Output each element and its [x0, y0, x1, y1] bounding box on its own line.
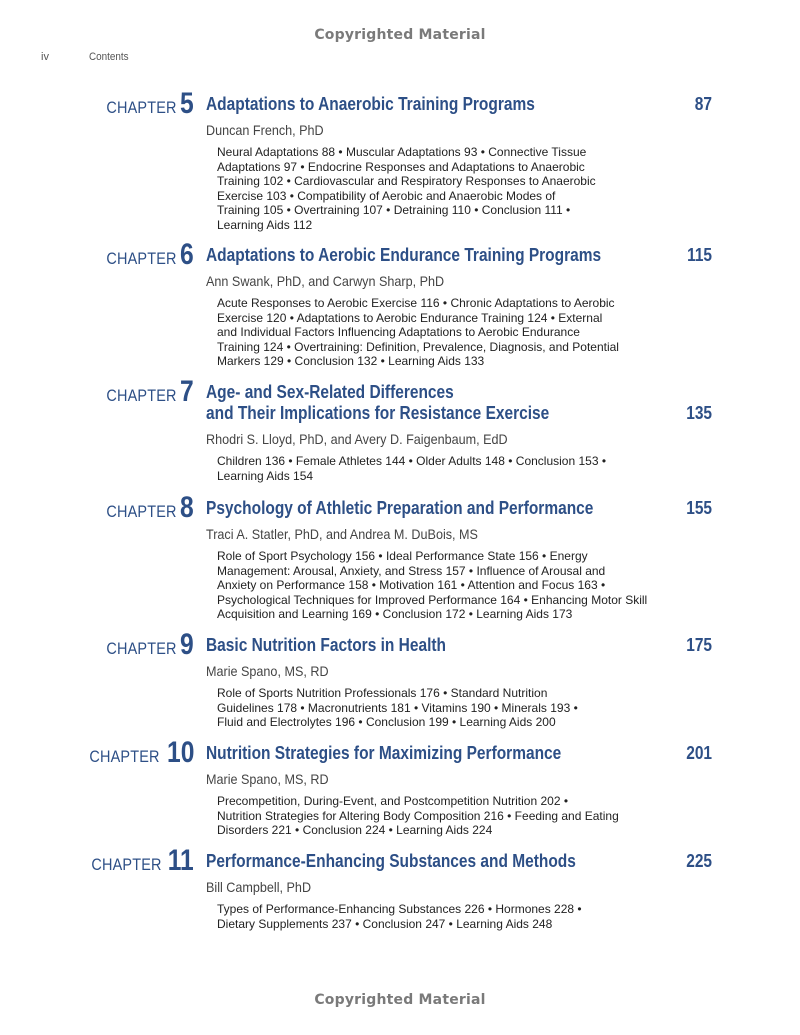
chapter-title [206, 743, 610, 764]
chapter-title-line: Adaptations to Aerobic Endurance Training Programs [206, 245, 602, 265]
chapter-topics [217, 794, 677, 838]
watermark-top: Copyrighted Material [314, 27, 486, 43]
chapter-topic-line: Role of Sport Psychology 156 • Ideal Performance State 156 • Energy [217, 549, 588, 563]
chapter-page-number: 135 [686, 403, 712, 423]
chapter-label [94, 375, 194, 408]
chapter-word: CHAPTER [106, 249, 177, 268]
chapter-title-line: Basic Nutrition Factors in Health [206, 635, 446, 655]
chapter-author: Marie Spano, MS, RD [206, 663, 329, 679]
chapter-word: CHAPTER [106, 98, 177, 117]
chapter-page-number: 155 [686, 498, 712, 518]
chapter-title [206, 498, 610, 519]
chapter-title-line: Nutrition Strategies for Maximizing Performance [206, 743, 562, 763]
watermark-bottom: Copyrighted Material [314, 992, 486, 1008]
chapter-label [94, 238, 194, 271]
chapter-word: CHAPTER [91, 855, 162, 874]
chapter-title [206, 245, 610, 266]
chapter-title-line: and Their Implications for Resistance Exercise [206, 403, 550, 423]
chapter-topic-line: Adaptations 97 • Endocrine Responses and Adaptations to Anaerobic [217, 159, 585, 174]
running-head-section: Contents [89, 51, 129, 63]
chapter-label [79, 844, 194, 877]
chapter-label [94, 628, 194, 661]
chapter-author: Marie Spano, MS, RD [206, 771, 329, 787]
chapter-label [94, 87, 194, 120]
chapter-page-number: 175 [686, 635, 712, 655]
chapter-topic-line: Markers 129 • Conclusion 132 • Learning Aids 133 [217, 354, 485, 369]
chapter-title [206, 382, 610, 424]
chapter-topic-line: Types of Performance-Enhancing Substances 226 • Hormones 228 • [217, 902, 582, 916]
chapter-topic-line: Disorders 221 • Conclusion 224 • Learning Aids 224 [217, 823, 493, 838]
chapter-topics [217, 686, 677, 730]
chapter-topic-line: Training 102 • Cardiovascular and Respiratory Responses to Anaerobic [217, 174, 596, 189]
chapter-label [77, 736, 194, 769]
chapter-author: Rhodri S. Lloyd, PhD, and Avery D. Faigenbaum, EdD [206, 431, 508, 447]
chapter-title-line: Performance-Enhancing Substances and Methods [206, 851, 576, 871]
chapter-word: CHAPTER [106, 386, 177, 405]
chapter-topic-line: Learning Aids 154 [217, 468, 314, 483]
chapter-number: 10 [166, 736, 194, 769]
chapter-topic-line: Management: Arousal, Anxiety, and Stress 157 • Influence of Arousal and [217, 563, 606, 578]
chapter-page-number: 201 [686, 743, 712, 763]
chapter-topics [217, 145, 677, 233]
chapter-topic-line: Children 136 • Female Athletes 144 • Older Adults 148 • Conclusion 153 • [217, 454, 607, 468]
chapter-title [206, 851, 610, 872]
chapter-word: CHAPTER [89, 747, 160, 766]
chapter-number: 5 [180, 87, 194, 120]
chapter-page-number: 115 [687, 245, 712, 265]
chapter-title-line: Age- and Sex-Related Differences [206, 382, 454, 402]
chapter-topic-line: Dietary Supplements 237 • Conclusion 247 • Learning Aids 248 [217, 916, 553, 931]
chapter-topic-line: Training 124 • Overtraining: Definition, Prevalence, Diagnosis, and Potential [217, 339, 619, 354]
chapter-topics [217, 296, 677, 369]
chapter-author: Ann Swank, PhD, and Carwyn Sharp, PhD [206, 273, 445, 289]
chapter-author: Traci A. Statler, PhD, and Andrea M. DuBois, MS [206, 526, 478, 542]
chapter-author: Bill Campbell, PhD [206, 879, 312, 895]
chapter-word: CHAPTER [106, 502, 177, 521]
chapter-topics [217, 549, 677, 622]
chapter-topic-line: Guidelines 178 • Macronutrients 181 • Vitamins 190 • Minerals 193 • [217, 700, 578, 715]
chapter-topic-line: Neural Adaptations 88 • Muscular Adaptations 93 • Connective Tissue [217, 145, 587, 159]
chapter-topic-line: Psychological Techniques for Improved Performance 164 • Enhancing Motor Skill [217, 592, 648, 607]
chapter-number: 6 [180, 238, 194, 271]
chapter-number: 7 [180, 375, 194, 408]
chapter-topic-line: Exercise 103 • Compatibility of Aerobic and Anaerobic Modes of [217, 188, 556, 203]
chapter-page-number: 87 [694, 94, 712, 114]
page-number: iv [41, 51, 49, 63]
chapter-topic-line: Training 105 • Overtraining 107 • Detraining 110 • Conclusion 111 • [217, 203, 571, 218]
chapter-topic-line: and Individual Factors Influencing Adaptations to Aerobic Endurance [217, 325, 580, 340]
chapter-title-line: Psychology of Athletic Preparation and Performance [206, 498, 594, 518]
chapter-topic-line: Anxiety on Performance 158 • Motivation 161 • Attention and Focus 163 • [217, 578, 606, 593]
chapter-number: 11 [167, 844, 194, 877]
chapter-title-line: Adaptations to Anaerobic Training Programs [206, 94, 535, 114]
chapter-topics [217, 454, 677, 483]
chapter-topics [217, 902, 677, 931]
chapter-topic-line: Exercise 120 • Adaptations to Aerobic Endurance Training 124 • External [217, 310, 603, 325]
chapter-word: CHAPTER [106, 639, 177, 658]
chapter-topic-line: Role of Sports Nutrition Professionals 176 • Standard Nutrition [217, 686, 548, 700]
chapter-number: 9 [180, 628, 194, 661]
chapter-topic-line: Learning Aids 112 [217, 217, 313, 232]
chapter-number: 8 [180, 491, 194, 524]
chapter-topic-line: Nutrition Strategies for Altering Body Composition 216 • Feeding and Eating [217, 808, 619, 823]
chapter-topic-line: Fluid and Electrolytes 196 • Conclusion 199 • Learning Aids 200 [217, 715, 556, 730]
chapter-page-number: 225 [686, 851, 712, 871]
chapter-label [94, 491, 194, 524]
chapter-author: Duncan French, PhD [206, 122, 324, 138]
chapter-title [206, 635, 610, 656]
chapter-title [206, 94, 610, 115]
chapter-topic-line: Precompetition, During-Event, and Postcompetition Nutrition 202 • [217, 794, 569, 808]
chapter-topic-line: Acute Responses to Aerobic Exercise 116 • Chronic Adaptations to Aerobic [217, 296, 615, 310]
chapter-topic-line: Acquisition and Learning 169 • Conclusion 172 • Learning Aids 173 [217, 607, 573, 622]
